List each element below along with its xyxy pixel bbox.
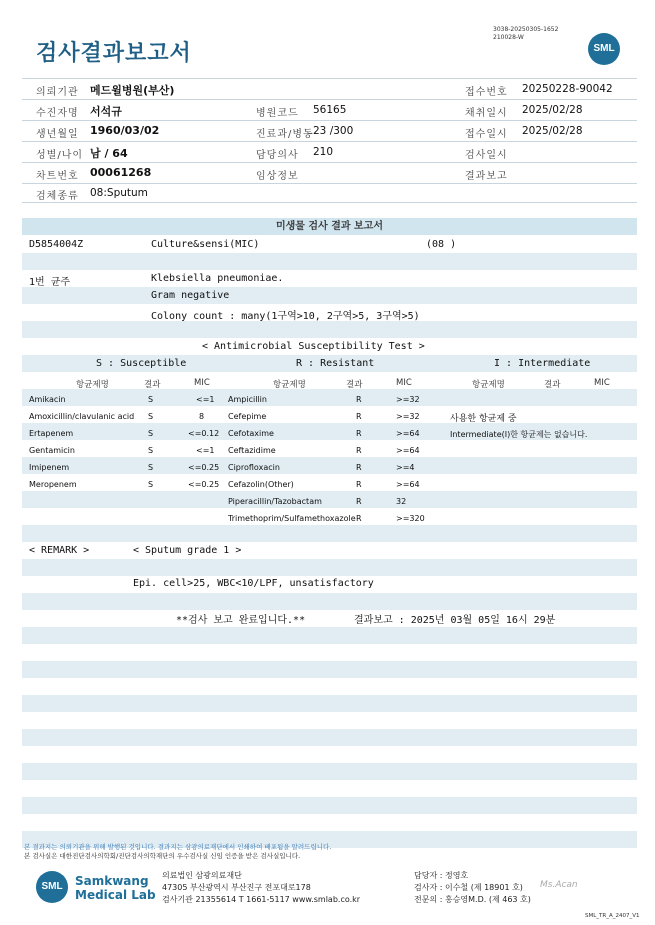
birth-value: 1960/03/02 bbox=[90, 124, 160, 137]
drug-mic: >=32 bbox=[396, 412, 420, 421]
col-drug-right: 항균제명 bbox=[472, 380, 505, 390]
drug-mic: >=64 bbox=[396, 429, 420, 438]
clinical-label: 임상정보 bbox=[256, 171, 299, 182]
subject-label: 수진자명 bbox=[36, 108, 79, 119]
org-name-line1: Samkwang bbox=[75, 874, 149, 888]
drug-mic: >=64 bbox=[396, 480, 420, 489]
hospital-code-value: 56165 bbox=[313, 104, 347, 116]
organism-label: 1번 균주 bbox=[29, 277, 71, 288]
chart-no-label: 차트번호 bbox=[36, 171, 79, 182]
collect-date-label: 채취일시 bbox=[465, 108, 508, 119]
specimen-value: 08:Sputum bbox=[90, 187, 148, 199]
drug-name: Cefazolin(Other) bbox=[228, 480, 294, 489]
chart-no-value: 00061268 bbox=[90, 166, 152, 179]
drug-result: S bbox=[148, 429, 154, 438]
footer-note-2: 본 검사실은 대한진단검사의학회/진단검사의학재단의 우수검사실 신임 인증을 받은 검사실입니다. bbox=[24, 852, 301, 860]
drug-mic: 8 bbox=[199, 412, 205, 421]
gram-stain: Gram negative bbox=[151, 290, 230, 301]
drug-result: R bbox=[356, 514, 362, 523]
document-id bbox=[493, 26, 558, 42]
examiner: 검사자 : 이수철 (제 18901 호) bbox=[414, 883, 523, 892]
dept-label: 진료과/병동 bbox=[256, 129, 314, 140]
org-address: 47305 부산광역시 부산진구 전포대로178 bbox=[162, 883, 311, 892]
test-code: D5854004Z bbox=[29, 239, 84, 250]
drug-mic: >=32 bbox=[396, 395, 420, 404]
test-date-label: 검사일시 bbox=[465, 150, 508, 161]
sml-logo: SML bbox=[588, 33, 620, 65]
col-mic-right: MIC bbox=[594, 378, 610, 388]
drug-result: R bbox=[356, 412, 362, 421]
col-mic-middle: MIC bbox=[396, 378, 412, 388]
sex-age-label: 성별/나이 bbox=[36, 150, 84, 161]
drug-name: Ertapenem bbox=[29, 429, 74, 438]
doc-id-line1: 3038-20250305-1652 bbox=[493, 26, 559, 33]
drug-mic: <=0.25 bbox=[188, 480, 220, 489]
intermediate-note-line1: 사용한 항균제 중 bbox=[450, 414, 517, 424]
drug-name: Ampicillin bbox=[228, 395, 267, 404]
intermediate-note-line2: Intermediate(I)한 항균제는 없습니다. bbox=[450, 430, 588, 439]
receipt-no-label: 접수번호 bbox=[465, 87, 508, 98]
collect-date-value: 2025/02/28 bbox=[522, 104, 583, 116]
drug-name: Meropenem bbox=[29, 480, 77, 489]
org-name-korean: 의료법인 삼광의료재단 bbox=[162, 871, 242, 880]
institution-value: 메드윌병원(부산) bbox=[90, 84, 175, 97]
col-result-left: 결과 bbox=[144, 380, 161, 390]
institution-label: 의뢰기관 bbox=[36, 87, 79, 98]
footer-note-1: 본 결과지는 의뢰기관을 위해 발행된 것입니다. 결과지는 삼광의료재단에서 인쇄하여 배포됨을 알려드립니다. bbox=[24, 843, 332, 851]
colony-count: Colony count : many(1구역>10, 2구역>5, 3구역>5) bbox=[151, 311, 420, 322]
remark-label: < REMARK > bbox=[29, 545, 90, 556]
drug-result: R bbox=[356, 446, 362, 455]
drug-result: R bbox=[356, 395, 362, 404]
col-drug-middle: 항균제명 bbox=[273, 380, 306, 390]
drug-name: Cefotaxime bbox=[228, 429, 274, 438]
page-title: 검사결과보고서 bbox=[36, 41, 192, 66]
report-label: 결과보고 bbox=[465, 171, 508, 182]
test-name: Culture&sensi(MIC) bbox=[151, 239, 260, 250]
org-address-block bbox=[162, 870, 360, 906]
receipt-date-label: 접수일시 bbox=[465, 129, 508, 140]
manager: 담당자 : 정영호 bbox=[414, 871, 469, 880]
drug-mic: <=0.25 bbox=[188, 463, 220, 472]
remark-grade: < Sputum grade 1 > bbox=[133, 545, 242, 556]
legend-intermediate: I : Intermediate bbox=[494, 358, 591, 369]
signature: Ms.Acan bbox=[540, 880, 578, 890]
drug-result: S bbox=[148, 395, 154, 404]
col-mic-left: MIC bbox=[194, 378, 210, 388]
drug-result: R bbox=[356, 463, 362, 472]
remark-detail: Epi. cell>25, WBC<10/LPF, unsatisfactory bbox=[133, 578, 374, 589]
hospital-code-label: 병원코드 bbox=[256, 108, 299, 119]
subject-value: 서석규 bbox=[90, 105, 122, 118]
doctor-value: 210 bbox=[313, 146, 334, 158]
drug-name: Trimethoprim/Sulfamethoxazole bbox=[228, 514, 356, 523]
drug-name: Ciprofloxacin bbox=[228, 463, 280, 472]
col-result-right: 결과 bbox=[544, 380, 561, 390]
col-drug-left: 항균제명 bbox=[76, 380, 109, 390]
drug-name: Amikacin bbox=[29, 395, 66, 404]
drug-mic: <=0.12 bbox=[188, 429, 220, 438]
drug-mic: <=1 bbox=[196, 395, 215, 404]
drug-result: S bbox=[148, 446, 154, 455]
drug-result: R bbox=[356, 480, 362, 489]
org-contact: 검사기관 21355614 T 1661-5117 www.smlab.co.kr bbox=[162, 895, 361, 904]
org-name-english bbox=[75, 874, 156, 902]
drug-result: R bbox=[356, 429, 362, 438]
completion-message: **검사 보고 완료입니다.** bbox=[176, 615, 306, 626]
form-code: SML_TR_A_2407_V1 bbox=[585, 913, 640, 919]
section-title: 미생물 검사 결과 보고서 bbox=[22, 218, 637, 235]
org-name-line2: Medical Lab bbox=[75, 888, 156, 902]
drug-mic: >=64 bbox=[396, 446, 420, 455]
drug-mic: 32 bbox=[396, 497, 407, 506]
legend-susceptible: S : Susceptible bbox=[96, 358, 187, 369]
drug-name: Ceftazidime bbox=[228, 446, 276, 455]
drug-result: S bbox=[148, 412, 154, 421]
drug-result: R bbox=[356, 497, 362, 506]
specimen-label: 검체종류 bbox=[36, 191, 79, 202]
test-number: (08 ) bbox=[426, 239, 457, 250]
doctor-label: 담당의사 bbox=[256, 150, 299, 161]
dept-value: 23 /300 bbox=[313, 125, 354, 137]
footer-logo: SML bbox=[36, 871, 68, 903]
drug-name: Amoxicillin/clavulanic acid bbox=[29, 412, 135, 421]
specialist: 전문의 : 홍승영M.D. (제 463 호) bbox=[414, 895, 531, 904]
drug-mic: <=1 bbox=[196, 446, 215, 455]
receipt-no-value: 20250228-90042 bbox=[522, 83, 613, 95]
receipt-date-value: 2025/02/28 bbox=[522, 125, 583, 137]
col-result-middle: 결과 bbox=[346, 380, 363, 390]
legend-resistant: R : Resistant bbox=[296, 358, 375, 369]
drug-mic: >=4 bbox=[396, 463, 415, 472]
organism-name: Klebsiella pneumoniae. bbox=[151, 273, 284, 284]
drug-name: Cefepime bbox=[228, 412, 267, 421]
staff-block bbox=[414, 870, 531, 906]
drug-result: S bbox=[148, 480, 154, 489]
birth-label: 생년월일 bbox=[36, 129, 79, 140]
drug-name: Piperacillin/Tazobactam bbox=[228, 497, 322, 506]
ast-title: < Antimicrobial Susceptibility Test > bbox=[202, 341, 425, 352]
report-time: 결과보고 : 2025년 03월 05일 16시 29분 bbox=[354, 615, 556, 626]
drug-result: S bbox=[148, 463, 154, 472]
drug-name: Imipenem bbox=[29, 463, 70, 472]
drug-mic: >=320 bbox=[396, 514, 425, 523]
drug-name: Gentamicin bbox=[29, 446, 75, 455]
doc-id-line2: 210028-W bbox=[493, 34, 524, 41]
sex-age-value: 남 / 64 bbox=[90, 147, 128, 160]
